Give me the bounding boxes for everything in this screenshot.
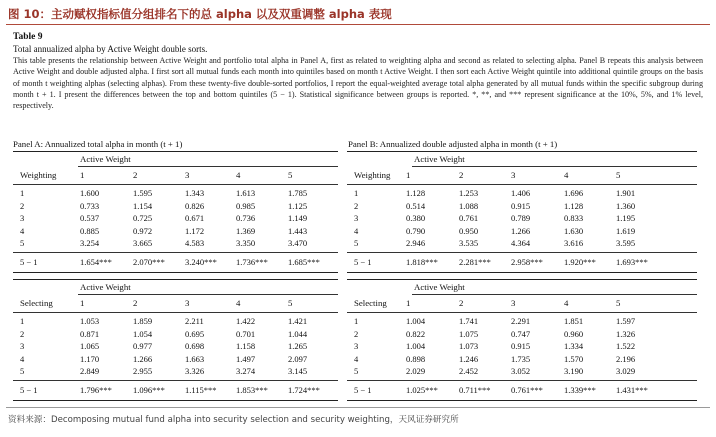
table-cell: 0.701 [236, 328, 256, 339]
diff-cell: 0.711*** [459, 385, 491, 395]
diff-cell: 2.281*** [459, 257, 491, 267]
table-cell: 0.915 [511, 341, 531, 352]
diff-cell: 1.853*** [236, 385, 268, 395]
column-header: 5 [288, 298, 293, 308]
table-cell: 1.735 [511, 353, 531, 364]
table-cell: 3.145 [288, 366, 308, 377]
table-cell: 1.630 [564, 225, 584, 236]
table-cell: 1.851 [564, 316, 584, 326]
row-label: 2 [20, 328, 25, 339]
group-header: Active Weight [80, 282, 131, 292]
diff-rule [13, 252, 338, 253]
table-cell: 1.595 [133, 188, 153, 198]
table-cell: 1.570 [564, 353, 584, 364]
header-rule [13, 184, 338, 185]
table-cell: 1.600 [80, 188, 100, 198]
table-cell: 0.915 [511, 200, 531, 211]
source-note: 资料来源：Decomposing mutual fund alpha into security selection and security weighting，天风证券研究所 [8, 415, 459, 425]
column-header: 5 [288, 170, 293, 180]
table-cell: 1.054 [133, 328, 153, 339]
diff-cell: 3.240*** [185, 257, 217, 267]
row-label: 5 [20, 366, 25, 377]
diff-rule [347, 380, 697, 381]
diff-cell: 1.025*** [406, 385, 438, 395]
table-cell: 1.522 [616, 341, 636, 352]
table-bottom-rule [347, 272, 697, 273]
diff-cell: 1.115*** [185, 385, 217, 395]
row-label: 1 [354, 316, 359, 326]
table-cell: 1.044 [288, 328, 308, 339]
table-cell: 0.950 [459, 225, 479, 236]
table-cell: 2.946 [406, 238, 426, 249]
table-cell: 1.741 [459, 316, 479, 326]
table-cell: 1.088 [459, 200, 479, 211]
column-header: 3 [185, 170, 190, 180]
table-cell: 1.075 [459, 328, 479, 339]
table-cell: 1.246 [459, 353, 479, 364]
table-cell: 3.350 [236, 238, 256, 249]
table-cell: 0.960 [564, 328, 584, 339]
table-cell: 1.663 [185, 353, 205, 364]
row-label: 4 [354, 225, 359, 236]
table-bottom-rule [13, 400, 338, 401]
diff-cell: 1.796*** [80, 385, 112, 395]
table-caption: Total annualized alpha by Active Weight double sorts. [13, 44, 208, 54]
table-cell: 3.029 [616, 366, 636, 377]
figure-title: 图 10：主动赋权指标值分组排名下的总 alpha 以及双重调整 alpha 表现 [8, 7, 392, 21]
table-cell: 1.422 [236, 316, 256, 326]
table-cell: 1.154 [133, 200, 153, 211]
column-header: 5 [616, 170, 621, 180]
table-cell: 0.822 [406, 328, 426, 339]
table-cell: 0.790 [406, 225, 426, 236]
table-cell: 1.326 [616, 328, 636, 339]
table-cell: 1.073 [459, 341, 479, 352]
panel-a-title: Panel A: Annualized total alpha in month (t + 1) [13, 139, 183, 149]
column-header: 1 [80, 170, 85, 180]
table-cell: 1.053 [80, 316, 100, 326]
table-cell: 2.196 [616, 353, 636, 364]
column-header: 1 [80, 298, 85, 308]
row-label: 2 [354, 200, 359, 211]
table-cell: 0.380 [406, 213, 426, 224]
table-cell: 3.190 [564, 366, 584, 377]
table-cell: 0.671 [185, 213, 205, 224]
table-cell: 1.149 [288, 213, 308, 224]
table-cell: 1.266 [133, 353, 153, 364]
table-cell: 1.195 [616, 213, 636, 224]
table-cell: 0.725 [133, 213, 153, 224]
diff-cell: 1.724*** [288, 385, 320, 395]
table-bottom-rule [13, 272, 338, 273]
row-label: 3 [354, 341, 359, 352]
column-header: 2 [133, 298, 138, 308]
diff-cell: 1.693*** [616, 257, 648, 267]
table-cell: 0.698 [185, 341, 205, 352]
table-cell: 1.369 [236, 225, 256, 236]
table-cell: 1.421 [288, 316, 308, 326]
table-cell: 3.470 [288, 238, 308, 249]
diff-cell: 0.761*** [511, 385, 543, 395]
table-cell: 2.452 [459, 366, 479, 377]
table-number: Table 9 [13, 32, 43, 42]
row-label: 3 [354, 213, 359, 224]
row-label: 2 [354, 328, 359, 339]
table-cell: 2.291 [511, 316, 531, 326]
table-cell: 0.885 [80, 225, 100, 236]
group-header-rule [412, 294, 697, 295]
table-cell: 1.785 [288, 188, 308, 198]
diff-cell: 2.958*** [511, 257, 543, 267]
table-cell: 2.029 [406, 366, 426, 377]
row-dimension-label: Selecting [20, 298, 53, 308]
diff-rule [13, 380, 338, 381]
diff-cell: 1.736*** [236, 257, 268, 267]
table-cell: 3.326 [185, 366, 205, 377]
table-cell: 3.616 [564, 238, 584, 249]
table-cell: 0.977 [133, 341, 153, 352]
diff-cell: 1.818*** [406, 257, 438, 267]
diff-cell: 1.654*** [80, 257, 112, 267]
table-cell: 1.125 [288, 200, 308, 211]
table-cell: 1.619 [616, 225, 636, 236]
diff-rule [347, 252, 697, 253]
table-cell: 1.266 [511, 225, 531, 236]
table-cell: 4.364 [511, 238, 531, 249]
table-cell: 3.595 [616, 238, 636, 249]
column-header: 2 [459, 298, 464, 308]
table-cell: 0.871 [80, 328, 100, 339]
row-label: 4 [20, 353, 25, 364]
column-header: 1 [406, 170, 411, 180]
table-cell: 1.443 [288, 225, 308, 236]
table-top-rule [347, 151, 697, 152]
diff-row-label: 5 − 1 [354, 257, 372, 267]
table-cell: 0.833 [564, 213, 584, 224]
row-dimension-label: Weighting [354, 170, 391, 180]
table-cell: 1.406 [511, 188, 531, 198]
row-label: 5 [20, 238, 25, 249]
diff-cell: 1.096*** [133, 385, 165, 395]
column-header: 4 [236, 170, 241, 180]
header-rule [347, 184, 697, 185]
table-cell: 4.583 [185, 238, 205, 249]
row-label: 3 [20, 341, 25, 352]
table-bottom-rule [347, 400, 697, 401]
row-label: 1 [354, 188, 359, 198]
column-header: 3 [511, 170, 516, 180]
table-cell: 3.535 [459, 238, 479, 249]
table-cell: 1.128 [406, 188, 426, 198]
table-cell: 3.665 [133, 238, 153, 249]
table-cell: 0.985 [236, 200, 256, 211]
table-cell: 1.172 [185, 225, 205, 236]
column-header: 3 [511, 298, 516, 308]
row-label: 1 [20, 188, 25, 198]
table-cell: 1.128 [564, 200, 584, 211]
column-header: 3 [185, 298, 190, 308]
column-header: 4 [564, 170, 569, 180]
row-label: 2 [20, 200, 25, 211]
table-cell: 0.826 [185, 200, 205, 211]
group-header: Active Weight [414, 282, 465, 292]
row-dimension-label: Weighting [20, 170, 57, 180]
header-rule [347, 312, 697, 313]
diff-cell: 1.431*** [616, 385, 648, 395]
table-cell: 0.514 [406, 200, 426, 211]
table-cell: 0.695 [185, 328, 205, 339]
table-cell: 1.065 [80, 341, 100, 352]
diff-cell: 1.920*** [564, 257, 596, 267]
diff-cell: 1.339*** [564, 385, 596, 395]
source-divider [6, 407, 710, 408]
row-label: 4 [354, 353, 359, 364]
column-header: 2 [459, 170, 464, 180]
table-cell: 1.901 [616, 188, 636, 198]
table-cell: 2.097 [288, 353, 308, 364]
table-cell: 2.211 [185, 316, 204, 326]
table-cell: 0.747 [511, 328, 531, 339]
table-cell: 3.052 [511, 366, 531, 377]
table-cell: 1.004 [406, 341, 426, 352]
diff-row-label: 5 − 1 [20, 385, 38, 395]
table-cell: 1.360 [616, 200, 636, 211]
panel-b-title: Panel B: Annualized double adjusted alpha in month (t + 1) [348, 139, 558, 149]
group-header: Active Weight [80, 154, 131, 164]
table-cell: 0.898 [406, 353, 426, 364]
table-cell: 1.597 [616, 316, 636, 326]
table-cell: 2.955 [133, 366, 153, 377]
table-note: This table presents the relationship between Active Weight and portfolio total alpha in Panel A, first as related to weighting alpha and second as related to selecting alpha. Panel B repeats this analysis between Active Weight and double adjusted alpha. I first sort all mutual funds each month into quintiles based on month t Active Weight. I then sort each Active Weight quintile into additional quintile groups on the basis of month t weighting alphas (selecting alphas). From these twenty-five double-sorted portfolios, I report the equal-weighted average total alpha generated by all mutual funds within the specific subgroup during month t + 1. I present the differences between the top and bottom quintiles (5 − 1). Statistical significance between groups is reported. *, **, and *** represent significance at the 10%, 5%, and 1% level, respectively. [13, 56, 703, 111]
table-top-rule [13, 151, 338, 152]
table-cell: 1.004 [406, 316, 426, 326]
row-label: 3 [20, 213, 25, 224]
table-cell: 0.789 [511, 213, 531, 224]
table-cell: 1.265 [288, 341, 308, 352]
table-cell: 2.849 [80, 366, 100, 377]
group-header-rule [412, 166, 697, 167]
table-cell: 0.736 [236, 213, 256, 224]
column-header: 4 [564, 298, 569, 308]
table-top-rule [347, 279, 697, 280]
header-rule [13, 312, 338, 313]
group-header-rule [78, 294, 338, 295]
column-header: 1 [406, 298, 411, 308]
table-cell: 1.253 [459, 188, 479, 198]
row-dimension-label: Selecting [354, 298, 387, 308]
group-header-rule [78, 166, 338, 167]
table-cell: 1.343 [185, 188, 205, 198]
table-cell: 1.158 [236, 341, 256, 352]
table-cell: 1.613 [236, 188, 256, 198]
row-label: 1 [20, 316, 25, 326]
diff-row-label: 5 − 1 [20, 257, 38, 267]
column-header: 5 [616, 298, 621, 308]
row-label: 4 [20, 225, 25, 236]
table-cell: 0.972 [133, 225, 153, 236]
table-top-rule [13, 279, 338, 280]
table-document [13, 29, 703, 403]
diff-row-label: 5 − 1 [354, 385, 372, 395]
title-divider [6, 24, 710, 25]
table-cell: 1.497 [236, 353, 256, 364]
diff-cell: 2.070*** [133, 257, 165, 267]
table-cell: 1.170 [80, 353, 100, 364]
group-header: Active Weight [414, 154, 465, 164]
column-header: 2 [133, 170, 138, 180]
table-cell: 0.761 [459, 213, 479, 224]
table-cell: 0.733 [80, 200, 100, 211]
table-cell: 1.859 [133, 316, 153, 326]
diff-cell: 1.685*** [288, 257, 320, 267]
table-cell: 1.334 [564, 341, 584, 352]
table-cell: 3.274 [236, 366, 256, 377]
table-cell: 0.537 [80, 213, 100, 224]
row-label: 5 [354, 366, 359, 377]
table-cell: 3.254 [80, 238, 100, 249]
table-cell: 1.696 [564, 188, 584, 198]
column-header: 4 [236, 298, 241, 308]
row-label: 5 [354, 238, 359, 249]
